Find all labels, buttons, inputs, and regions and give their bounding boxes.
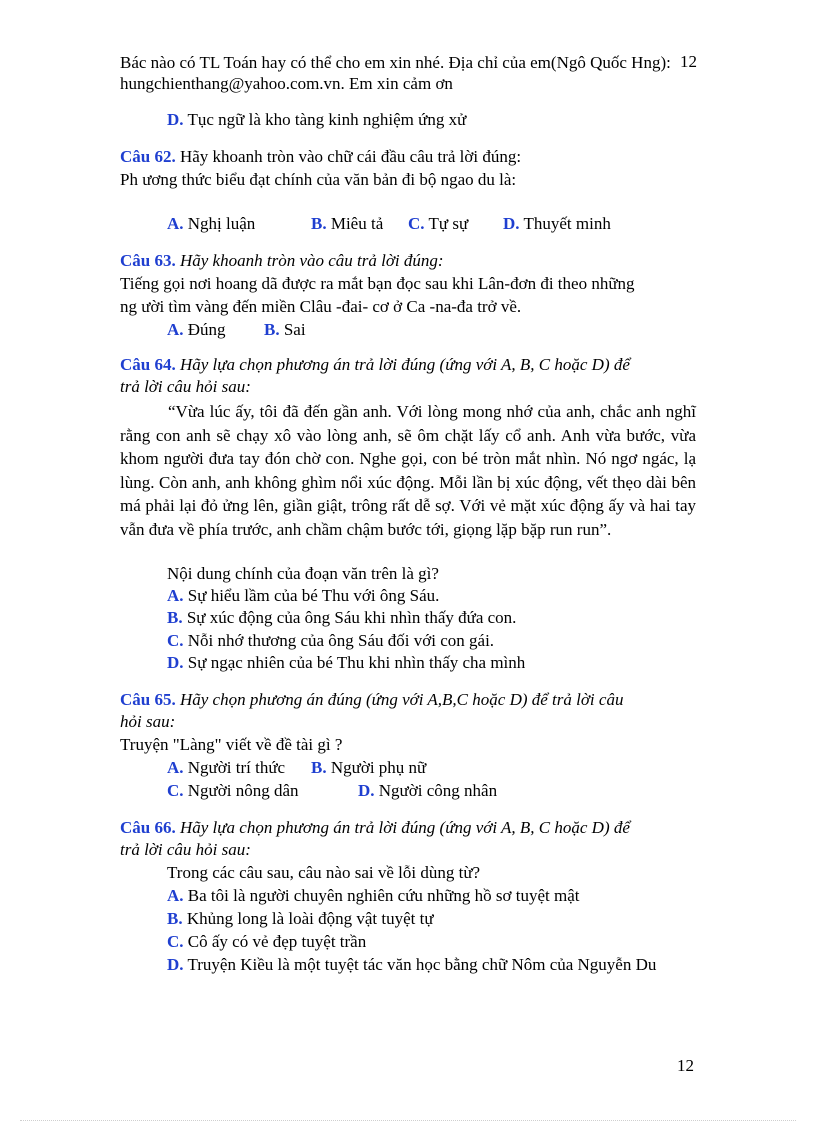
option-label: B. [311,758,327,777]
option-text: Truyện Kiều là một tuyệt tác văn học bằng chữ Nôm của Nguyễn Du [187,955,657,974]
option-text: Người nông dân [187,781,299,800]
q62-option-a [167,213,255,235]
option-label: A. [167,214,184,233]
question-instruction: Hãy lựa chọn phương án trả lời đúng (ứng với A, B, C hoặc D) để [179,818,630,837]
q64-option-c [167,630,494,652]
q65-option-d [358,780,497,802]
question-instruction: Hãy khoanh tròn vào câu trả lời đúng: [179,251,444,270]
q66-option-c [167,931,366,953]
q64-question: Nội dung chính của đoạn văn trên là gì? [167,564,439,583]
option-label: B. [167,608,183,627]
option-label: A. [167,886,184,905]
q66-option-d [167,954,656,976]
q61-option-d [167,109,466,131]
q64-option-b [167,607,516,629]
q63-question-line2: ng ười tìm vàng đến miền Clâu -đai- cơ ở Ca -na-đa trở về. [120,297,522,316]
q63-heading [120,250,444,272]
q64-heading [120,354,630,376]
option-label: D. [358,781,375,800]
question-number: Câu 64. [120,355,176,374]
q66-question: Trong các câu sau, câu nào sai về lỗi dùng từ? [167,863,481,882]
option-text: Sự xúc động của ông Sáu khi nhìn thấy đứa con. [186,608,517,627]
option-label: D. [167,110,184,129]
option-label: B. [167,909,183,928]
q63-question-line1: Tiếng gọi nơi hoang dã được ra mắt bạn đọc sau khi Lân-đơn đi theo những [120,274,635,293]
option-label: A. [167,758,184,777]
q65-heading [120,689,623,711]
question-instruction: Hãy khoanh tròn vào chữ cái đầu câu trả lời đúng: [179,147,522,166]
q66-instruction-line2: trả lời câu hỏi sau: [120,840,251,859]
q62-heading [120,146,521,168]
option-label: A. [167,320,184,339]
q65-instruction-line2: hỏi sau: [120,712,176,731]
question-instruction: Hãy lựa chọn phương án trả lời đúng (ứng với A, B, C hoặc D) để [179,355,630,374]
q65-option-b [311,757,426,779]
q62-question: Ph ương thức biểu đạt chính của văn bản đi bộ ngao du là: [120,170,517,189]
question-instruction: Hãy chọn phương án đúng (ứng với A,B,C hoặc D) để trả lời câu [179,690,624,709]
q62-option-c [408,213,468,235]
q66-option-b [167,908,434,930]
option-label: C. [167,631,184,650]
q64-instruction-line2: trả lời câu hỏi sau: [120,377,251,396]
option-text: Sự hiểu lầm của bé Thu với ông Sáu. [187,586,440,605]
header-page-number: 12 [680,52,697,71]
option-text: Tự sự [428,214,469,233]
option-text: Nỗi nhớ thương của ông Sáu đối với con gái. [187,631,495,650]
q64-option-a [167,585,439,607]
question-number: Câu 63. [120,251,176,270]
option-text: Đúng [187,320,226,339]
option-text: Người trí thức [187,758,286,777]
option-label: C. [167,781,184,800]
option-label: D. [167,653,184,672]
q65-option-c [167,780,299,802]
q62-option-d [503,213,611,235]
q65-option-a [167,757,285,779]
option-text: Cô ấy có vẻ đẹp tuyệt trần [187,932,367,951]
option-label: B. [264,320,280,339]
option-text: Người phụ nữ [330,758,427,777]
option-label: D. [503,214,520,233]
question-number: Câu 66. [120,818,176,837]
question-number: Câu 65. [120,690,176,709]
option-text: Tục ngữ là kho tàng kinh nghiệm ứng xử [187,110,467,129]
option-label: C. [167,932,184,951]
q65-question: Truyện "Làng" viết về đề tài gì ? [120,735,343,754]
question-number: Câu 62. [120,147,176,166]
option-label: C. [408,214,425,233]
option-text: Sai [283,320,306,339]
option-text: Nghị luận [187,214,256,233]
footer-page-number: 12 [677,1056,694,1075]
option-label: A. [167,586,184,605]
option-text: Thuyết minh [523,214,611,233]
q64-passage: “Vừa lúc ấy, tôi đã đến gần anh. Với lòng mong nhớ của anh, chắc anh nghĩ rằng con anh sẽ chạy xô vào lòng anh, sẽ ôm chặt lấy cổ anh. Anh vừa bước, vừa khom người đưa tay đón chờ con. Nghe gọi, con bé tròn mắt nhìn. Nó ngơ ngác, lạ lùng. Còn anh, anh không ghìm nổi xúc động. Mỗi lần bị xúc động, vết thẹo dài bên má phải lại đỏ ửng lên, giần giật, trông rất dễ sợ. Với vẻ mặt xúc động ấy và hai tay vẫn đưa về phía trước, anh chầm chậm bước tới, giọng lặp bặp run run”. [120,402,696,539]
q63-option-a [167,319,226,341]
q66-heading [120,817,630,839]
q64-option-d [167,652,525,674]
option-text: Miêu tả [330,214,384,233]
option-text: Người công nhân [378,781,498,800]
q62-option-b [311,213,383,235]
option-text: Khủng long là loài động vật tuyệt tự [186,909,434,928]
option-text: Sự ngạc nhiên của bé Thu khi nhìn thấy cha mình [187,653,526,672]
page-header-text: Bác nào có TL Toán hay có thể cho em xin nhé. Địa chỉ của em(Ngô Quốc Hng): hungchienthang@yahoo.com.vn. Em xin cảm ơn [120,53,671,93]
q66-option-a [167,885,579,907]
option-text: Ba tôi là người chuyên nghiên cứu những hồ sơ tuyệt mật [187,886,580,905]
q63-option-b [264,319,306,341]
page-bottom-divider [20,1120,796,1121]
option-label: D. [167,955,184,974]
option-label: B. [311,214,327,233]
